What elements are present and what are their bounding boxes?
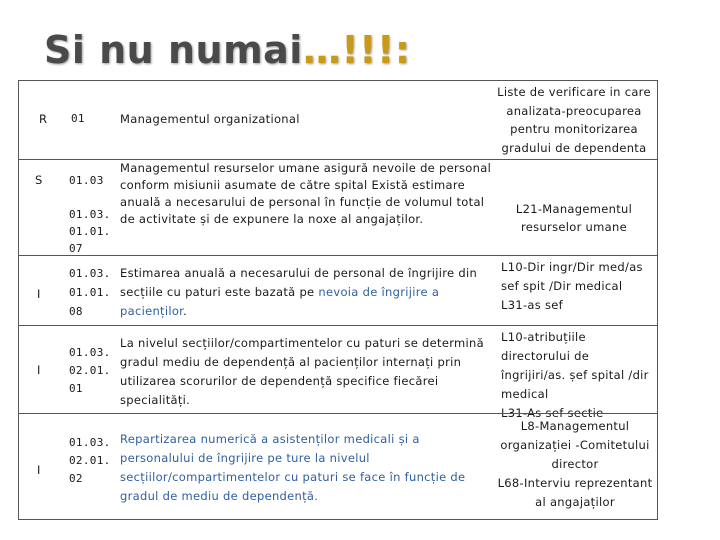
table-row xyxy=(19,413,657,520)
slide-title xyxy=(44,28,411,72)
row-source: L10-Dir ingr/Dir med/as sef spit /Dir medical L31-as sef xyxy=(501,260,643,312)
row-source: L8-Managementul organizației -Comitetului director L68-Interviu reprezentant al angajaților xyxy=(497,419,653,509)
row-description: Repartizarea numerică a asistenților medicali și a personalului de îngrijire pe ture la nivelul secțiilor/compartimentelor cu paturi se face în funcție de gradul de mediu de dependență. xyxy=(120,432,466,503)
row-code: 01.03. 02.01. 02 xyxy=(69,436,111,485)
row-source: L10-atribuțiile directorului de îngrijiri/as. șef spital /dir medical L31-As sef sectie xyxy=(501,330,649,420)
row-letter: I xyxy=(37,463,41,477)
row-code: 01.03. 01.01. 08 xyxy=(69,267,111,318)
row-code: 01.03 01.03. 01.01. 07 xyxy=(69,174,111,255)
row-description: Managementul resurselor umane asigură nevoile de personal conform misiunii asumate de către spital Există estimare anuală a necesarului de personal în funcție de volumul total de activitate și de expunere la noxe al angajaților. xyxy=(120,161,492,226)
table-row xyxy=(19,81,657,159)
row-description: Managementul organizational xyxy=(120,112,300,126)
table-row xyxy=(19,325,657,420)
table-row xyxy=(19,255,657,326)
row-code: 01 xyxy=(71,112,85,125)
table-row xyxy=(19,159,657,256)
row-letter: R xyxy=(39,112,48,126)
row-letter: I xyxy=(37,363,41,377)
row-letter: S xyxy=(35,173,43,187)
row-letter: I xyxy=(37,287,41,301)
requirements-table xyxy=(18,80,658,520)
checklist-header: Liste de verificare in care analizata-preocuparea pentru monitorizarea gradului de dependenta xyxy=(497,85,651,155)
row-description: Estimarea anuală a necesarului de personal de îngrijire din secțiile cu paturi este bazată pe nevoia de îngrijire a pacienților. xyxy=(120,266,478,318)
title-accent: …!!!: xyxy=(302,28,411,72)
row-source: L21-Managementul resurselor umane xyxy=(515,202,633,234)
row-code: 01.03. 02.01. 01 xyxy=(69,346,111,395)
title-main: Si nu numai xyxy=(44,28,303,72)
row-description: La nivelul secțiilor/compartimentelor cu paturi se determină gradul mediu de dependență al pacienților internați prin utilizarea scorurilor de dependență specifice fiecărei specialități. xyxy=(120,336,484,407)
